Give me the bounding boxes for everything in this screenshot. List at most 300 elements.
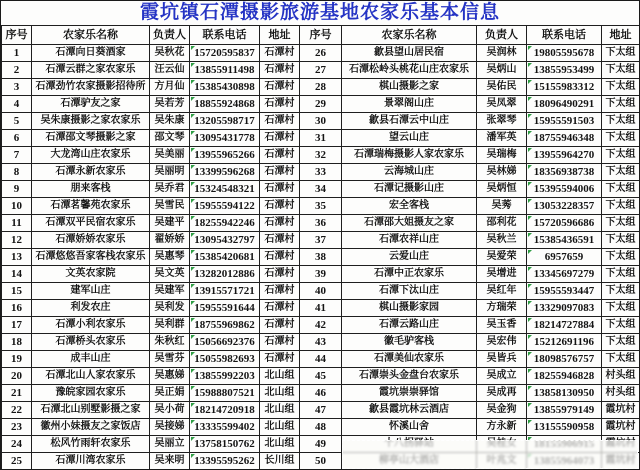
seq-cell: 41 (300, 300, 342, 317)
phone-cell: 13858130950 (527, 385, 602, 402)
seq-cell: 31 (300, 130, 342, 147)
name-cell: 豫皖家园农家乐 (32, 385, 150, 402)
addr-cell: 下太组 (602, 334, 640, 351)
addr-cell: 石潭村 (260, 62, 300, 79)
person-cell: 邵文琴 (150, 130, 190, 147)
seq-cell: 20 (2, 368, 32, 385)
addr-cell: 石潭村 (260, 334, 300, 351)
name-cell: 景翠阁山庄 (342, 96, 477, 113)
table-row (2, 232, 640, 249)
seq-cell: 34 (300, 181, 342, 198)
name-cell: 吴朱康摄影之家农家乐 (32, 113, 150, 130)
phone-cell: 13955964270 (527, 147, 602, 164)
cell-flag-icon (191, 352, 195, 356)
person-cell: 吴红年 (477, 283, 527, 300)
phone-cell: 15955591644 (190, 300, 260, 317)
addr-cell: 下太组 (602, 215, 640, 232)
cell-flag-icon (191, 165, 195, 169)
person-cell: 吴成再 (477, 385, 527, 402)
watermark-overlay (342, 440, 638, 469)
addr-cell: 石潭村 (260, 79, 300, 96)
seq-cell: 50 (300, 453, 342, 470)
phone-cell: 13335599402 (190, 419, 260, 436)
name-cell: 怀溪山舍 (342, 419, 477, 436)
column-header-1: 农家乐名称 (342, 26, 477, 45)
addr-cell: 下太组 (602, 232, 640, 249)
column-header-1: 农家乐名称 (32, 26, 150, 45)
cell-flag-icon (191, 267, 195, 271)
addr-cell: 下太组 (602, 351, 640, 368)
cell-flag-icon (528, 199, 532, 203)
table-row (2, 147, 640, 164)
cell-flag-icon (528, 216, 532, 220)
addr-cell: 北山组 (260, 385, 300, 402)
phone-cell: 13855953499 (527, 62, 602, 79)
name-cell: 石潭中正农家乐 (342, 266, 477, 283)
cell-flag-icon (191, 80, 195, 84)
person-cell: 吴雪民 (150, 198, 190, 215)
phone-cell: 15720595837 (190, 45, 260, 62)
phone-cell: 15955594122 (190, 198, 260, 215)
person-cell: 吴利发 (150, 300, 190, 317)
name-cell: 建军山庄 (32, 283, 150, 300)
table-row (2, 249, 640, 266)
name-cell: 棋山摄影家园 (342, 300, 477, 317)
seq-cell: 12 (2, 232, 32, 249)
name-cell: 石潭崇头金盘台农家乐 (342, 368, 477, 385)
name-cell: 松风竹雨轩农家乐 (32, 436, 150, 453)
phone-cell: 13155590958 (527, 419, 602, 436)
seq-cell: 7 (2, 147, 32, 164)
name-cell: 石潭劲竹农家摄影招待所 (32, 79, 150, 96)
name-cell: 石潭向日葵酒家 (32, 45, 150, 62)
cell-flag-icon (191, 250, 195, 254)
seq-cell: 27 (300, 62, 342, 79)
cell-flag-icon (528, 284, 532, 288)
phone-cell: 18755946348 (527, 130, 602, 147)
seq-cell: 43 (300, 334, 342, 351)
seq-cell: 30 (300, 113, 342, 130)
name-cell: 徽毛驴客栈 (342, 334, 477, 351)
addr-cell: 石潭村 (260, 130, 300, 147)
seq-cell: 45 (300, 368, 342, 385)
phone-cell: 13915571721 (190, 283, 260, 300)
person-cell: 吴金狗 (477, 402, 527, 419)
cell-flag-icon (528, 369, 532, 373)
name-cell: 石潭永新农家乐 (32, 164, 150, 181)
phone-cell: 18356938738 (527, 164, 602, 181)
seq-cell: 19 (2, 351, 32, 368)
seq-cell: 33 (300, 164, 342, 181)
cell-flag-icon (191, 97, 195, 101)
phone-cell: 18214727884 (527, 317, 602, 334)
seq-cell: 35 (300, 198, 342, 215)
phone-cell: 15720596686 (527, 215, 602, 232)
person-cell: 吴惠娣 (150, 368, 190, 385)
name-cell: 棋山摄影之家 (342, 79, 477, 96)
seq-cell: 5 (2, 113, 32, 130)
person-cell: 吴朱康 (150, 113, 190, 130)
name-cell: 石潭娇娇农家乐 (32, 232, 150, 249)
person-cell: 吴建军 (150, 283, 190, 300)
addr-cell: 北山组 (260, 402, 300, 419)
name-cell: 云海城山庄 (342, 164, 477, 181)
seq-cell: 42 (300, 317, 342, 334)
phone-cell: 18255946828 (527, 368, 602, 385)
cell-flag-icon (191, 131, 195, 135)
person-cell: 吴正娟 (150, 385, 190, 402)
person-cell: 潘军英 (477, 130, 527, 147)
person-cell: 吴秋花 (150, 45, 190, 62)
seq-cell: 40 (300, 283, 342, 300)
seq-cell: 17 (2, 317, 32, 334)
addr-cell: 石潭村 (260, 215, 300, 232)
cell-flag-icon (191, 318, 195, 322)
cell-flag-icon (528, 318, 532, 322)
name-cell: 文英农家院 (32, 266, 150, 283)
person-cell: 汪云仙 (150, 62, 190, 79)
table-row (2, 198, 640, 215)
addr-cell: 下太组 (602, 79, 640, 96)
name-cell: 大龙湾山庄农家乐 (32, 147, 150, 164)
addr-cell: 下太组 (602, 317, 640, 334)
addr-cell: 石潭村 (260, 45, 300, 62)
name-cell: 石潭瑞梅摄影人家农家乐 (342, 147, 477, 164)
cell-flag-icon (191, 403, 195, 407)
person-cell: 吴玉香 (477, 317, 527, 334)
name-cell: 云爱山庄 (342, 249, 477, 266)
table-row (2, 62, 640, 79)
table-body (2, 45, 640, 470)
name-cell: 石潭下汰山庄 (342, 283, 477, 300)
cell-flag-icon (191, 437, 195, 441)
name-cell: 石潭北山人家农家乐 (32, 368, 150, 385)
name-cell: 望云山庄 (342, 130, 477, 147)
addr-cell: 下太组 (602, 45, 640, 62)
seq-cell: 39 (300, 266, 342, 283)
person-cell: 吴瑞梅 (477, 147, 527, 164)
name-cell: 徽州小妹摄友之家饭店 (32, 419, 150, 436)
phone-cell: 13345697279 (527, 266, 602, 283)
addr-cell: 石潭村 (260, 198, 300, 215)
addr-cell: 石潭村 (260, 266, 300, 283)
seq-cell: 4 (2, 96, 32, 113)
phone-cell: 13329097083 (527, 300, 602, 317)
cell-flag-icon (528, 403, 532, 407)
name-cell: 石潭桥头农家乐 (32, 334, 150, 351)
person-cell: 吴惠琴 (150, 249, 190, 266)
name-cell: 歙县霞坑林云酒店 (342, 402, 477, 419)
person-cell: 吴佑民 (477, 79, 527, 96)
phone-cell: 15055982693 (190, 351, 260, 368)
name-cell: 歙县石潭云中山庄 (342, 113, 477, 130)
phone-cell: 15385430898 (190, 79, 260, 96)
addr-cell: 石潭村 (260, 249, 300, 266)
table-row (2, 419, 640, 436)
table-row (2, 300, 640, 317)
cell-flag-icon (191, 199, 195, 203)
addr-cell: 石潭村 (260, 232, 300, 249)
person-cell: 吴美丽 (150, 147, 190, 164)
name-cell: 石潭驴友之家 (32, 96, 150, 113)
person-cell: 吴丽明 (150, 164, 190, 181)
column-header-0: 序号 (2, 26, 32, 45)
cell-flag-icon (528, 63, 532, 67)
name-cell: 利发农庄 (32, 300, 150, 317)
addr-cell: 下太组 (602, 130, 640, 147)
cell-flag-icon (191, 386, 195, 390)
name-cell: 石潭川湾农家乐 (32, 453, 150, 470)
table-row (2, 215, 640, 232)
phone-cell: 13955965266 (190, 147, 260, 164)
cell-flag-icon (528, 352, 532, 356)
phone-cell: 18098576757 (527, 351, 602, 368)
person-cell: 吴小荷 (150, 402, 190, 419)
cell-flag-icon (528, 80, 532, 84)
addr-cell: 石潭村 (260, 164, 300, 181)
seq-cell: 38 (300, 249, 342, 266)
addr-cell: 石潭村 (260, 147, 300, 164)
table-row (2, 283, 640, 300)
seq-cell: 2 (2, 62, 32, 79)
addr-cell: 霞坑村 (602, 402, 640, 419)
seq-cell: 23 (2, 419, 32, 436)
name-cell: 石潭邵大姐摄友之家 (342, 215, 477, 232)
table-row (2, 96, 640, 113)
cell-flag-icon (528, 420, 532, 424)
phone-cell: 15155983312 (527, 79, 602, 96)
addr-cell: 石潭村 (260, 351, 300, 368)
phone-cell: 15212691196 (527, 334, 602, 351)
phone-cell: 13855992203 (190, 368, 260, 385)
addr-cell: 村头组 (602, 368, 640, 385)
column-header-4: 地址 (260, 26, 300, 45)
person-cell: 翟娇娇 (150, 232, 190, 249)
name-cell: 石潭农祥山庄 (342, 232, 477, 249)
phone-cell: 15955593447 (527, 283, 602, 300)
cell-flag-icon (191, 284, 195, 288)
person-cell: 吴接娣 (150, 419, 190, 436)
table-row (2, 164, 640, 181)
phone-cell: 18855924868 (190, 96, 260, 113)
cell-flag-icon (191, 63, 195, 67)
phone-cell: 13095431778 (190, 130, 260, 147)
name-cell: 石潭小利农家乐 (32, 317, 150, 334)
person-cell: 吴乔君 (150, 181, 190, 198)
addr-cell: 霞坑村 (602, 419, 640, 436)
phone-cell: 15955591503 (527, 113, 602, 130)
column-header-3: 联系电话 (527, 26, 602, 45)
seq-cell: 15 (2, 283, 32, 300)
seq-cell: 36 (300, 215, 342, 232)
name-cell: 石潭云路山庄 (342, 317, 477, 334)
addr-cell: 石潭村 (260, 181, 300, 198)
person-cell: 吴润林 (477, 45, 527, 62)
phone-cell: 15988807521 (190, 385, 260, 402)
person-cell: 吴皆兵 (477, 351, 527, 368)
phone-cell: 18214720918 (190, 402, 260, 419)
addr-cell: 石潭村 (260, 283, 300, 300)
addr-cell: 长川组 (260, 453, 300, 470)
cell-flag-icon (528, 46, 532, 50)
seq-cell: 28 (300, 79, 342, 96)
addr-cell: 下太组 (602, 62, 640, 79)
seq-cell: 6 (2, 130, 32, 147)
addr-cell: 石潭村 (260, 300, 300, 317)
column-header-2: 负责人 (477, 26, 527, 45)
phone-cell: 13205598717 (190, 113, 260, 130)
name-cell: 石潭记摄影山庄 (342, 181, 477, 198)
name-cell: 宏全客栈 (342, 198, 477, 215)
person-cell: 方月仙 (150, 79, 190, 96)
seq-cell: 46 (300, 385, 342, 402)
addr-cell: 下太组 (602, 266, 640, 283)
person-cell: 吴建平 (150, 215, 190, 232)
name-cell: 朋来客栈 (32, 181, 150, 198)
seq-cell: 13 (2, 249, 32, 266)
person-cell: 吴林娣 (477, 164, 527, 181)
cell-flag-icon (528, 386, 532, 390)
addr-cell: 村头组 (602, 385, 640, 402)
cell-flag-icon (191, 182, 195, 186)
cell-flag-icon (191, 46, 195, 50)
addr-cell: 下太组 (602, 198, 640, 215)
phone-cell: 6957659 (527, 249, 602, 266)
name-cell: 石潭悠悠吾家客栈农家乐 (32, 249, 150, 266)
person-cell: 吴来明 (150, 453, 190, 470)
person-cell: 张翠琴 (477, 113, 527, 130)
seq-cell: 25 (2, 453, 32, 470)
seq-cell: 48 (300, 419, 342, 436)
table-row (2, 351, 640, 368)
phone-cell: 13399596268 (190, 164, 260, 181)
addr-cell: 北山组 (260, 419, 300, 436)
cell-flag-icon (528, 335, 532, 339)
phone-cell: 18096490291 (527, 96, 602, 113)
cell-flag-icon (191, 301, 195, 305)
phone-cell: 19805595678 (527, 45, 602, 62)
table-row (2, 113, 640, 130)
name-cell: 石潭美仙农家乐 (342, 351, 477, 368)
person-cell: 邵利花 (477, 215, 527, 232)
seq-cell: 44 (300, 351, 342, 368)
cell-flag-icon (528, 148, 532, 152)
phone-cell: 13855911498 (190, 62, 260, 79)
cell-flag-icon (528, 233, 532, 237)
addr-cell: 石潭村 (260, 113, 300, 130)
table-row (2, 385, 640, 402)
seq-cell: 1 (2, 45, 32, 62)
addr-cell: 下太组 (602, 249, 640, 266)
name-cell: 石潭双平民宿农家乐 (32, 215, 150, 232)
phone-cell: 18255942246 (190, 215, 260, 232)
column-header-2: 负责人 (150, 26, 190, 45)
person-cell: 吴丽立 (150, 436, 190, 453)
addr-cell: 北山组 (260, 368, 300, 385)
seq-cell: 21 (2, 385, 32, 402)
addr-cell: 下太组 (602, 181, 640, 198)
seq-cell: 3 (2, 79, 32, 96)
person-cell: 吴炳恒 (477, 181, 527, 198)
person-cell: 吴爱荣 (477, 249, 527, 266)
table-row (2, 266, 640, 283)
seq-cell: 11 (2, 215, 32, 232)
person-cell: 方瑞荣 (477, 300, 527, 317)
table-row (2, 402, 640, 419)
cell-flag-icon (528, 165, 532, 169)
cell-flag-icon (528, 114, 532, 118)
person-cell: 朱秋红 (150, 334, 190, 351)
name-cell: 歙县望山居民宿 (342, 45, 477, 62)
farmstay-info-table (1, 25, 640, 470)
column-header-4: 地址 (602, 26, 640, 45)
table-row (2, 334, 640, 351)
cell-flag-icon (528, 250, 532, 254)
addr-cell: 下太组 (602, 300, 640, 317)
column-header-3: 联系电话 (190, 26, 260, 45)
phone-cell: 13855979149 (527, 402, 602, 419)
table-row (2, 79, 640, 96)
seq-cell: 22 (2, 402, 32, 419)
phone-cell: 15395594006 (527, 181, 602, 198)
seq-cell: 26 (300, 45, 342, 62)
phone-cell: 13758150762 (190, 436, 260, 453)
addr-cell: 下太组 (602, 96, 640, 113)
person-cell: 吴若芳 (150, 96, 190, 113)
phone-cell: 13095432797 (190, 232, 260, 249)
cell-flag-icon (528, 131, 532, 135)
name-cell: 石潭松岭头桃花山庄农家乐 (342, 62, 477, 79)
cell-flag-icon (191, 454, 195, 458)
cell-flag-icon (191, 114, 195, 118)
table-row (2, 317, 640, 334)
seq-cell: 8 (2, 164, 32, 181)
addr-cell: 石潭村 (260, 96, 300, 113)
seq-cell: 47 (300, 402, 342, 419)
person-cell: 吴凤翠 (477, 96, 527, 113)
seq-cell: 9 (2, 181, 32, 198)
phone-cell: 15056692376 (190, 334, 260, 351)
seq-cell: 16 (2, 300, 32, 317)
person-cell: 吴莠 (477, 198, 527, 215)
cell-flag-icon (191, 369, 195, 373)
cell-flag-icon (191, 216, 195, 220)
table-header (2, 26, 640, 45)
name-cell: 石潭北山别墅影摄之家 (32, 402, 150, 419)
cell-flag-icon (191, 233, 195, 237)
table-row (2, 45, 640, 62)
addr-cell: 北山组 (260, 436, 300, 453)
phone-cell: 15385420681 (190, 249, 260, 266)
table-row (2, 181, 640, 198)
phone-cell: 13395595262 (190, 453, 260, 470)
name-cell: 石潭云群之家农家乐 (32, 62, 150, 79)
cell-flag-icon (191, 420, 195, 424)
seq-cell: 10 (2, 198, 32, 215)
person-cell: 吴雪芬 (150, 351, 190, 368)
person-cell: 吴炳山 (477, 62, 527, 79)
page-title: 霞坑镇石潭摄影旅游基地农家乐基本信息 (139, 2, 500, 23)
seq-cell: 49 (300, 436, 342, 453)
seq-cell: 32 (300, 147, 342, 164)
name-cell: 石潭邵文琴摄影之家 (32, 130, 150, 147)
person-cell: 吴成立 (477, 368, 527, 385)
cell-flag-icon (528, 267, 532, 271)
addr-cell: 石潭村 (260, 317, 300, 334)
person-cell: 吴利群 (150, 317, 190, 334)
cell-flag-icon (528, 301, 532, 305)
name-cell: 石潭茗馨苑农家乐 (32, 198, 150, 215)
